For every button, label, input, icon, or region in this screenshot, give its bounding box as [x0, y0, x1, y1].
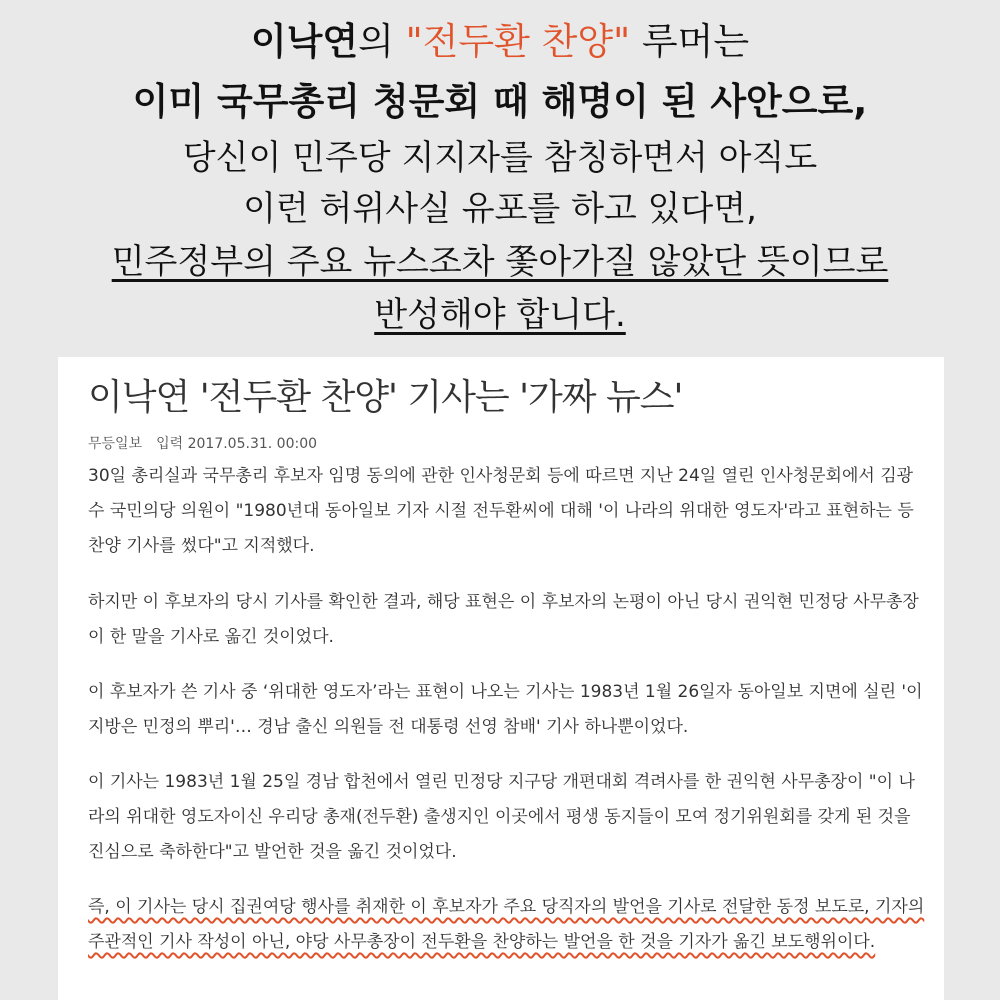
article-paragraph-3: 이 후보자가 쓴 기사 중 ‘위대한 영도자’라는 표현이 나오는 기사는 1983년 1월 26일자 동아일보 지면에 실린 '이 지방은 민정의 뿌리'… 경남 출신 의원들 전 대통령 선영 참배' 기사 하나뿐이었다. [88, 682, 923, 737]
headline-line-5-text: 민주정부의 주요 뉴스조차 쫓아가질 않았단 뜻이므로 [111, 242, 889, 282]
headline-line-1 [0, 18, 1000, 66]
headline-particle: 의 [358, 20, 406, 63]
headline-line-3: 당신이 민주당 지지자를 참칭하면서 아직도 [182, 138, 818, 178]
article-paragraph-4: 이 기사는 1983년 1월 25일 경남 합천에서 열린 민정당 지구당 개편대회 격려사를 한 권익현 사무총장이 "이 나라의 위대한 영도자이신 우리당 총재(전두환) 출생지인 이곳에서 평생 동지들이 모여 정기위원회를 갖게 된 것을 진심으로 축하한다"고 발언한 것을 옮긴 것이었다. [88, 772, 915, 862]
article-source: 무등일보 [88, 436, 143, 452]
headline-line-2: 이미 국무총리 청문회 때 해명이 된 사안으로, [132, 80, 868, 123]
headline-line-6-text: 반성해야 합니다. [374, 295, 626, 335]
headline-rest: 루머는 [630, 20, 750, 63]
headline-line-5 [0, 238, 1000, 286]
article-meta [88, 433, 331, 453]
article-title: 이낙연 '전두환 찬양' 기사는 '가짜 뉴스' [88, 377, 683, 418]
article-date: 입력 2017.05.31. 00:00 [156, 436, 318, 452]
headline-quote: "전두환 찬양" [405, 20, 631, 63]
headline-line-6 [0, 291, 1000, 339]
headline-line-4: 이런 허위사실 유포를 하고 있다면, [243, 189, 757, 229]
headline-name: 이낙연 [250, 20, 359, 63]
article-paragraph-2: 하지만 이 후보자의 당시 기사를 확인한 결과, 해당 표현은 이 후보자의 논평이 아닌 당시 권익현 민정당 사무총장이 한 말을 기사로 옮긴 것이었다. [88, 592, 919, 647]
highlighted-conclusion: 즉, 이 기사는 당시 집권여당 행사를 취재한 이 후보자가 주요 당직자의 발언을 기사로 전달한 동정 보도로, 기자의 주관적인 기사 작성이 아닌, 야당 사무총장이 전두환을 찬양하는 발언을 한 것을 기자가 옮긴 보도행위이다. [88, 897, 925, 952]
article-paragraph-5 [88, 890, 928, 960]
article-screenshot [58, 357, 944, 1000]
article-paragraph-1: 30일 총리실과 국무총리 후보자 임명 동의에 관한 인사청문회 등에 따르면 지난 24일 열린 인사청문회에서 김광수 국민의당 의원이 "1980년대 동아일보 기자 시절 전두환씨에 대해 '이 나라의 위대한 영도자'라고 표현하는 등 찬양 기사를 썼다"고 지적했다. [88, 466, 914, 556]
